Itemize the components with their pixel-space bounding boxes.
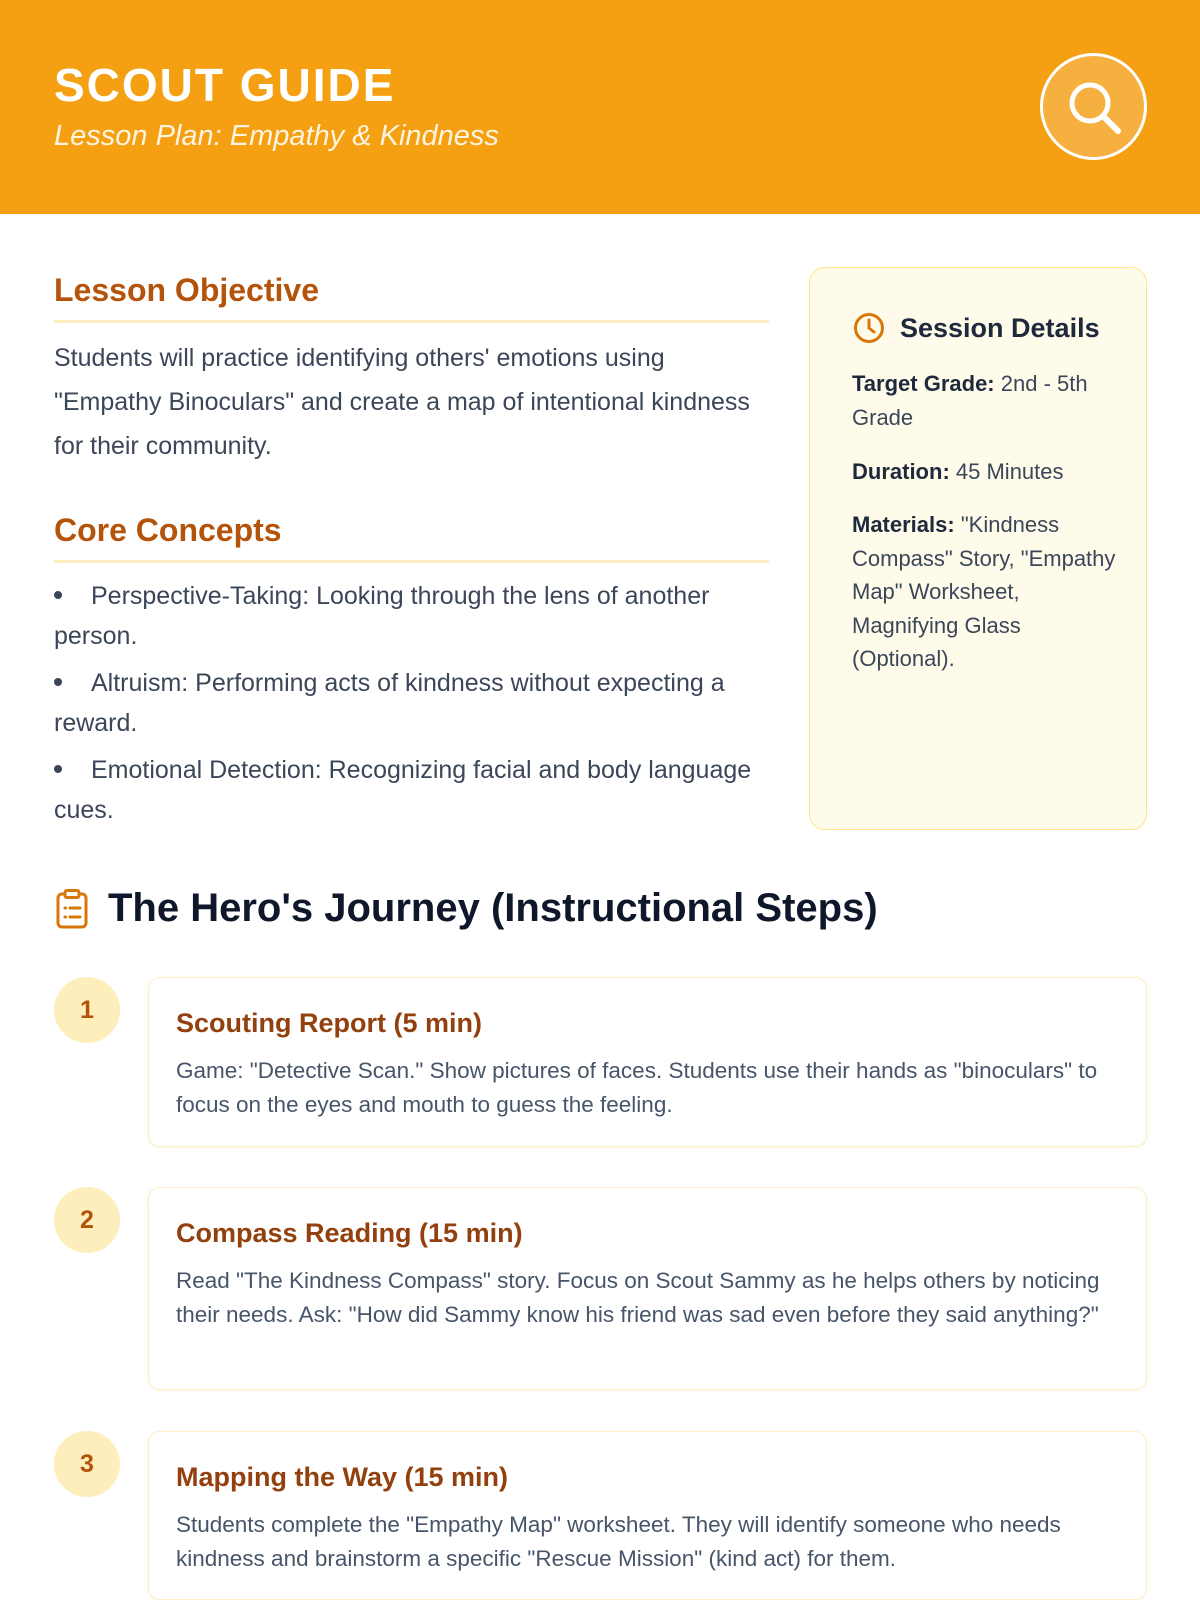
concept-item [54,663,774,743]
step-card [148,1431,1147,1600]
journey-header [54,886,878,931]
concept-item [54,576,774,656]
target-grade-value: 2nd - 5th Grade [852,371,1088,430]
objective-text: Students will practice identifying others' emotions using "Empathy Binoculars" and create a map of intentional kindness for their community. [54,344,750,460]
concepts-heading: Core Concepts [54,512,282,548]
concepts-list [54,576,774,837]
concept-item [54,750,774,830]
step-title: Scouting Report (5 min) [176,1008,482,1038]
header-banner [0,0,1200,214]
step-card [148,1187,1147,1390]
step-number-badge: 2 [54,1187,120,1253]
magnifying-glass-icon [1065,78,1123,136]
step-title: Compass Reading (15 min) [176,1218,523,1248]
clock-icon [852,311,886,345]
target-grade-detail [852,367,1122,434]
step-description: Read "The Kindness Compass" story. Focus on Scout Sammy as he helps others by noticing their needs. Ask: "How did Sammy know his friend was sad even before they said anything?" [176,1268,1100,1327]
duration-value: 45 Minutes [955,459,1064,484]
bullet-icon [54,663,91,703]
step-description: Game: "Detective Scan." Show pictures of faces. Students use their hands as "binoculars" to focus on the eyes and mouth to guess the feeling. [176,1058,1098,1117]
journey-title: The Hero's Journey (Instructional Steps) [108,886,878,930]
duration-detail [852,455,1122,489]
magnifying-glass-badge [1040,53,1147,160]
step-number-badge: 1 [54,977,120,1043]
step-description: Students complete the "Empathy Map" worksheet. They will identify someone who needs kindness and brainstorm a specific "Rescue Mission" (kind act) for them. [176,1512,1061,1571]
session-details-card [809,267,1147,830]
session-details-title: Session Details [900,312,1100,343]
bullet-icon [54,750,91,790]
concepts-divider [54,560,769,563]
concept-text: Altruism: Performing acts of kindness without expecting a reward. [54,669,725,737]
session-details-header [852,311,1100,345]
step-number-badge: 3 [54,1431,120,1497]
materials-value: "Kindness Compass" Story, "Empathy Map" Worksheet, Magnifying Glass (Optional). [852,512,1116,671]
step-title: Mapping the Way (15 min) [176,1462,509,1492]
duration-label: Duration: [852,459,950,484]
concept-text: Perspective-Taking: Looking through the lens of another person. [54,582,710,650]
step-card [148,977,1147,1147]
page-subtitle: Lesson Plan: Empathy & Kindness [54,120,499,152]
concept-text: Emotional Detection: Recognizing facial and body language cues. [54,756,752,824]
bullet-icon [54,576,91,616]
objective-heading: Lesson Objective [54,272,319,308]
clipboard-icon [54,889,90,929]
target-grade-label: Target Grade: [852,371,995,396]
materials-detail [852,508,1122,676]
page-title: SCOUT GUIDE [54,59,396,111]
materials-label: Materials: [852,512,955,537]
objective-divider [54,320,769,323]
